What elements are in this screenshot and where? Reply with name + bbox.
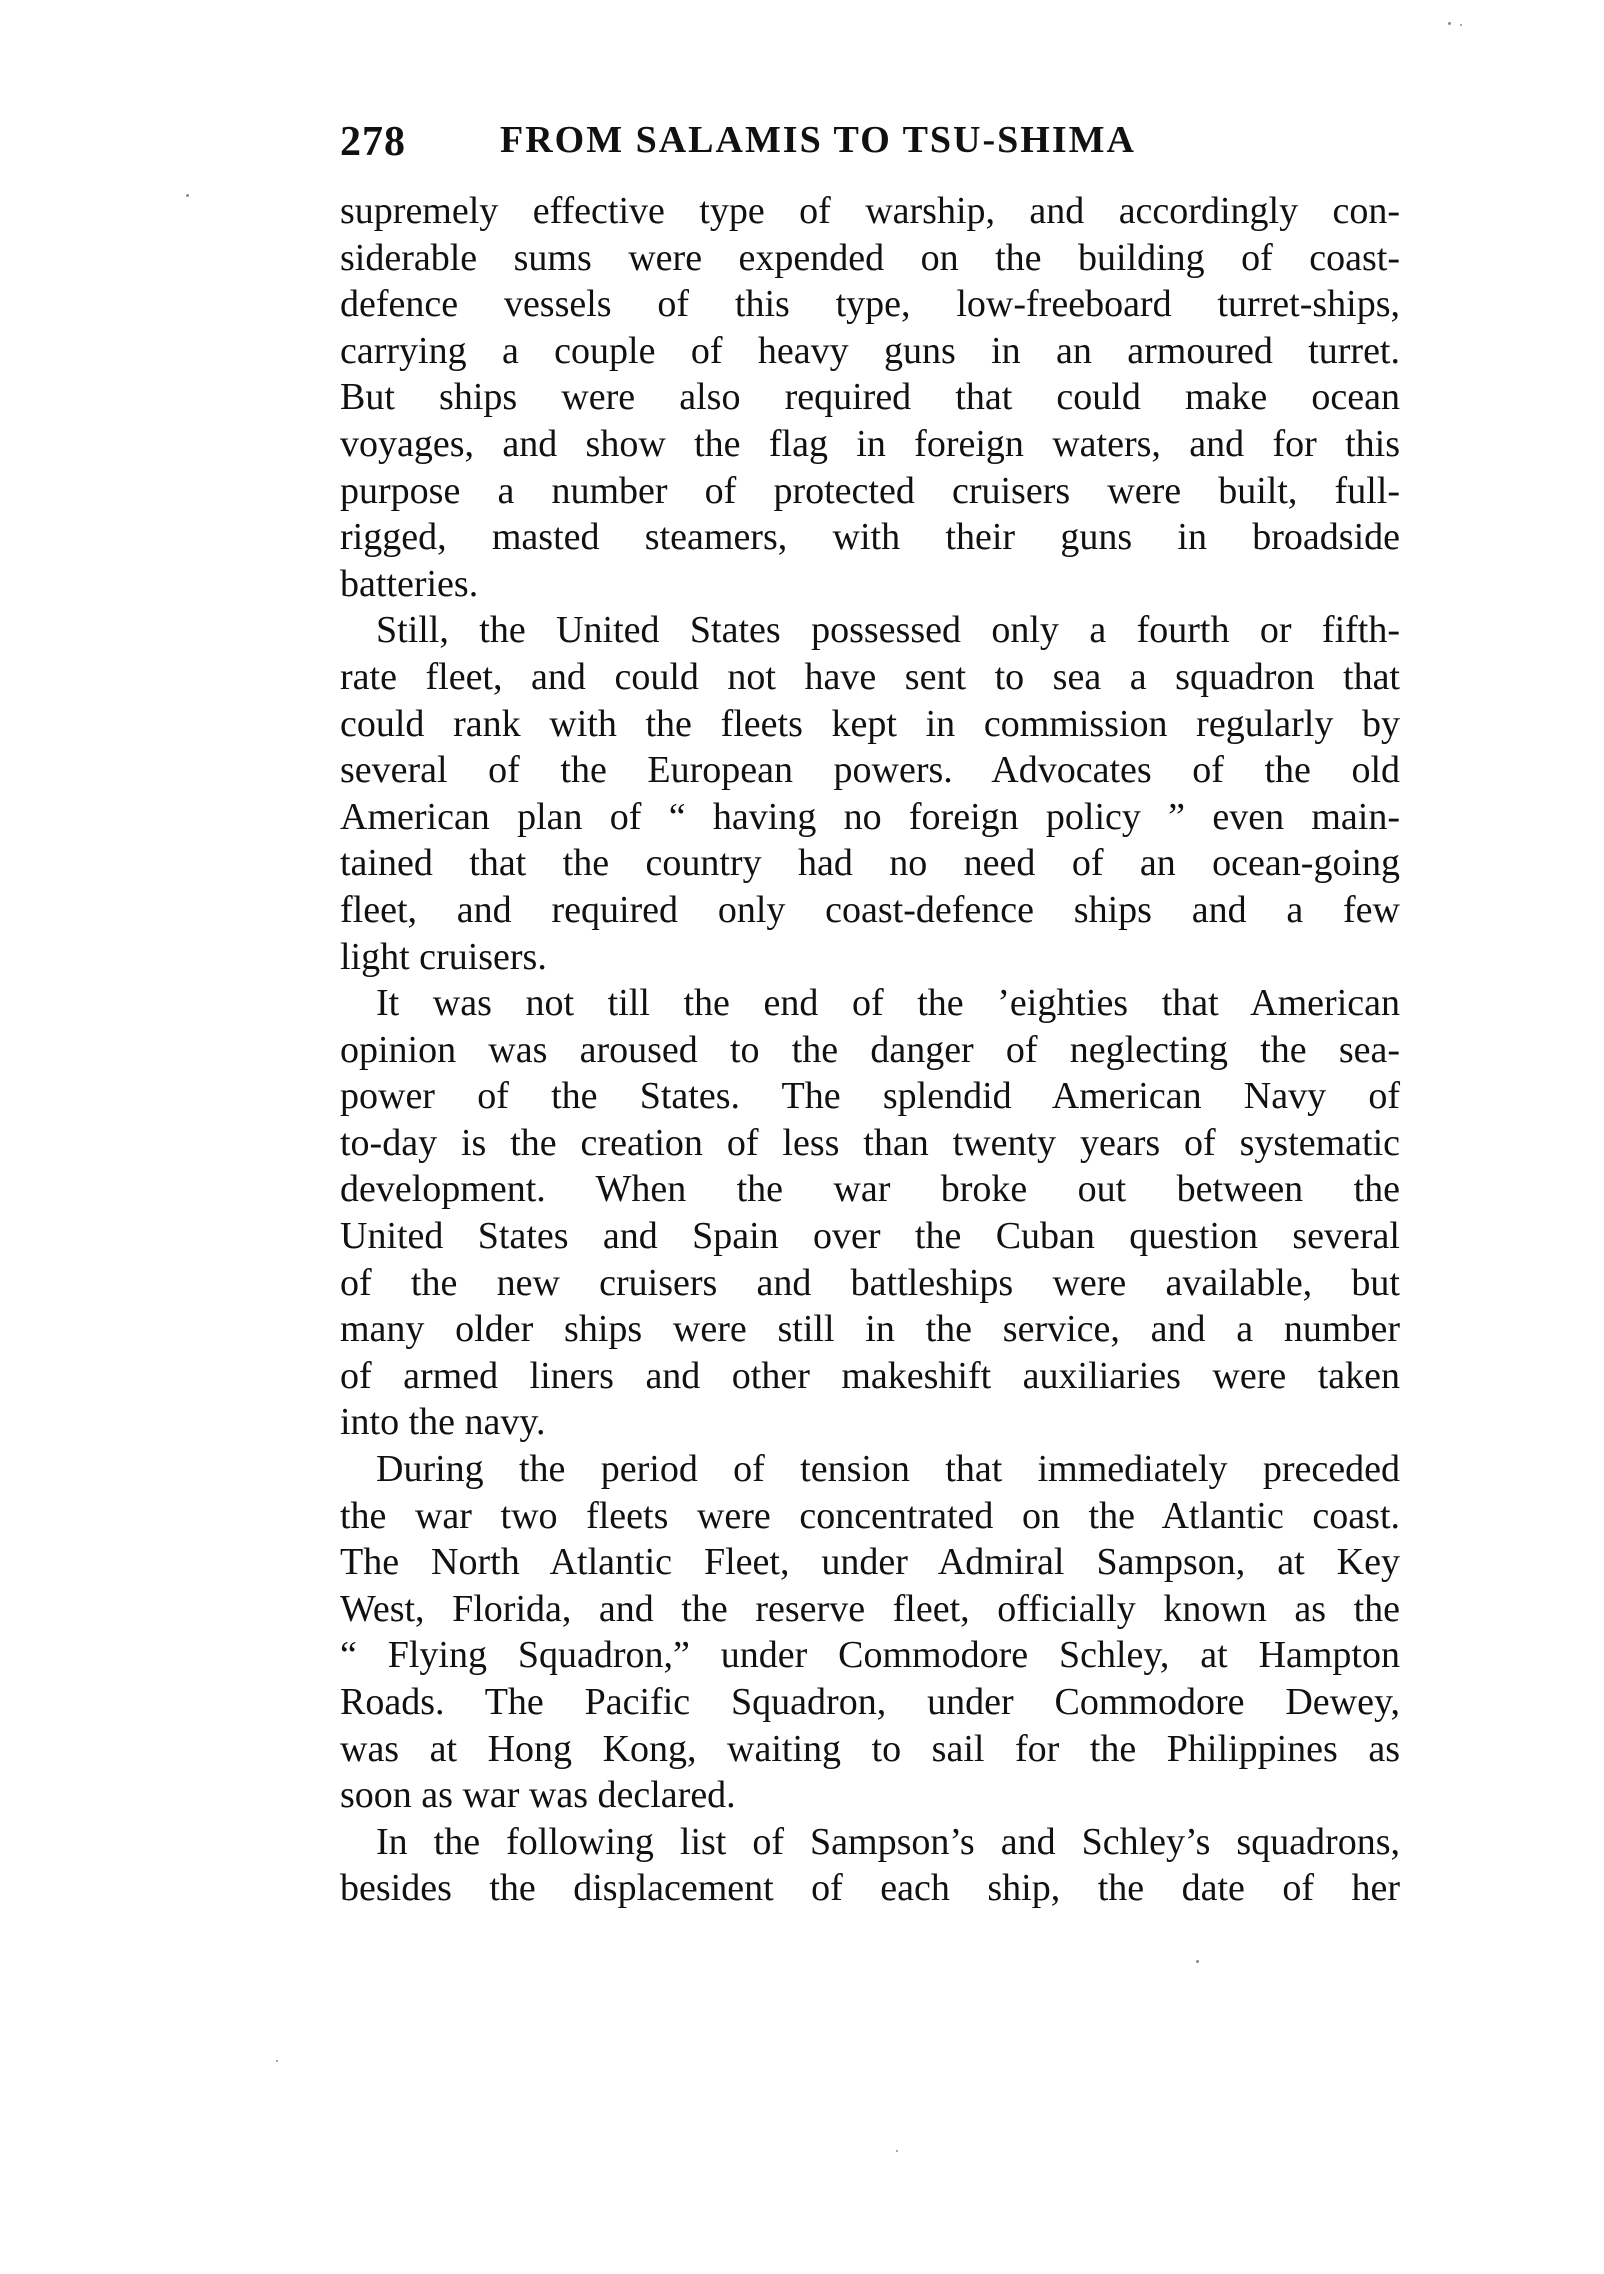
text-line: development. When the war broke out between the	[340, 1168, 1400, 1211]
text-line: defence vessels of this type, low-freeboard turret-ships,	[340, 283, 1400, 326]
text-line: many older ships were still in the service, and a number	[340, 1308, 1400, 1351]
text-line: carrying a couple of heavy guns in an armoured turret.	[340, 329, 1400, 372]
text-line: soon as war was declared.	[340, 1774, 736, 1817]
text-line: siderable sums were expended on the building of coast-	[340, 236, 1400, 279]
scan-speck	[1196, 1960, 1199, 1963]
scan-speck	[1448, 22, 1451, 25]
text-line: to-day is the creation of less than twenty years of systematic	[340, 1121, 1400, 1164]
text-line: American plan of “ having no foreign policy ” even main-	[340, 795, 1400, 838]
text-line: light cruisers.	[340, 935, 547, 978]
text-line: rigged, masted steamers, with their guns in broadside	[340, 516, 1400, 559]
text-line: United States and Spain over the Cuban question several	[340, 1215, 1400, 1258]
scan-speck	[186, 194, 189, 197]
body-text	[340, 188, 1400, 1912]
text-line: “ Flying Squadron,” under Commodore Schley, at Hampton	[340, 1634, 1400, 1677]
text-line: But ships were also required that could make ocean	[340, 376, 1400, 419]
scan-speck	[276, 2060, 278, 2062]
text-line: voyages, and show the flag in foreign waters, and for this	[340, 422, 1400, 465]
text-line: batteries.	[340, 562, 479, 605]
text-line: West, Florida, and the reserve fleet, officially known as the	[340, 1587, 1400, 1630]
text-line: Still, the United States possessed only a fourth or fifth-	[376, 609, 1400, 652]
text-line: of the new cruisers and battleships were available, but	[340, 1261, 1400, 1304]
text-line: the war two fleets were concentrated on the Atlantic coast.	[340, 1494, 1400, 1537]
text-line: several of the European powers. Advocates of the old	[340, 749, 1400, 792]
page-number: 278	[340, 119, 406, 165]
text-line: The North Atlantic Fleet, under Admiral Sampson, at Key	[340, 1541, 1400, 1584]
text-line: power of the States. The splendid American Navy of	[340, 1075, 1400, 1118]
text-line: tained that the country had no need of an ocean-going	[340, 842, 1400, 885]
text-line: Roads. The Pacific Squadron, under Commodore Dewey,	[340, 1681, 1400, 1723]
text-line: It was not till the end of the ’eighties that American	[376, 982, 1400, 1025]
text-line: could rank with the fleets kept in commission regularly by	[340, 702, 1400, 745]
text-line: besides the displacement of each ship, the date of her	[340, 1867, 1400, 1910]
text-line: was at Hong Kong, waiting to sail for the Philippines as	[340, 1727, 1400, 1770]
scan-speck	[896, 2150, 898, 2152]
scan-speck	[1460, 24, 1462, 26]
text-line: In the following list of Sampson’s and Schley’s squadrons,	[376, 1820, 1400, 1863]
text-line: purpose a number of protected cruisers were built, full-	[340, 469, 1400, 512]
text-line: of armed liners and other makeshift auxiliaries were taken	[340, 1354, 1400, 1397]
text-line: into the navy.	[340, 1401, 546, 1444]
text-line: opinion was aroused to the danger of neglecting the sea-	[340, 1028, 1400, 1071]
running-title: FROM SALAMIS TO TSU-SHIMA	[500, 119, 1136, 161]
page-header	[340, 118, 1400, 178]
text-line: During the period of tension that immediately preceded	[376, 1448, 1400, 1491]
text-line: rate fleet, and could not have sent to sea a squadron that	[340, 655, 1400, 698]
text-line: fleet, and required only coast-defence ships and a few	[340, 888, 1400, 931]
text-line: supremely effective type of warship, and accordingly con-	[340, 190, 1400, 232]
